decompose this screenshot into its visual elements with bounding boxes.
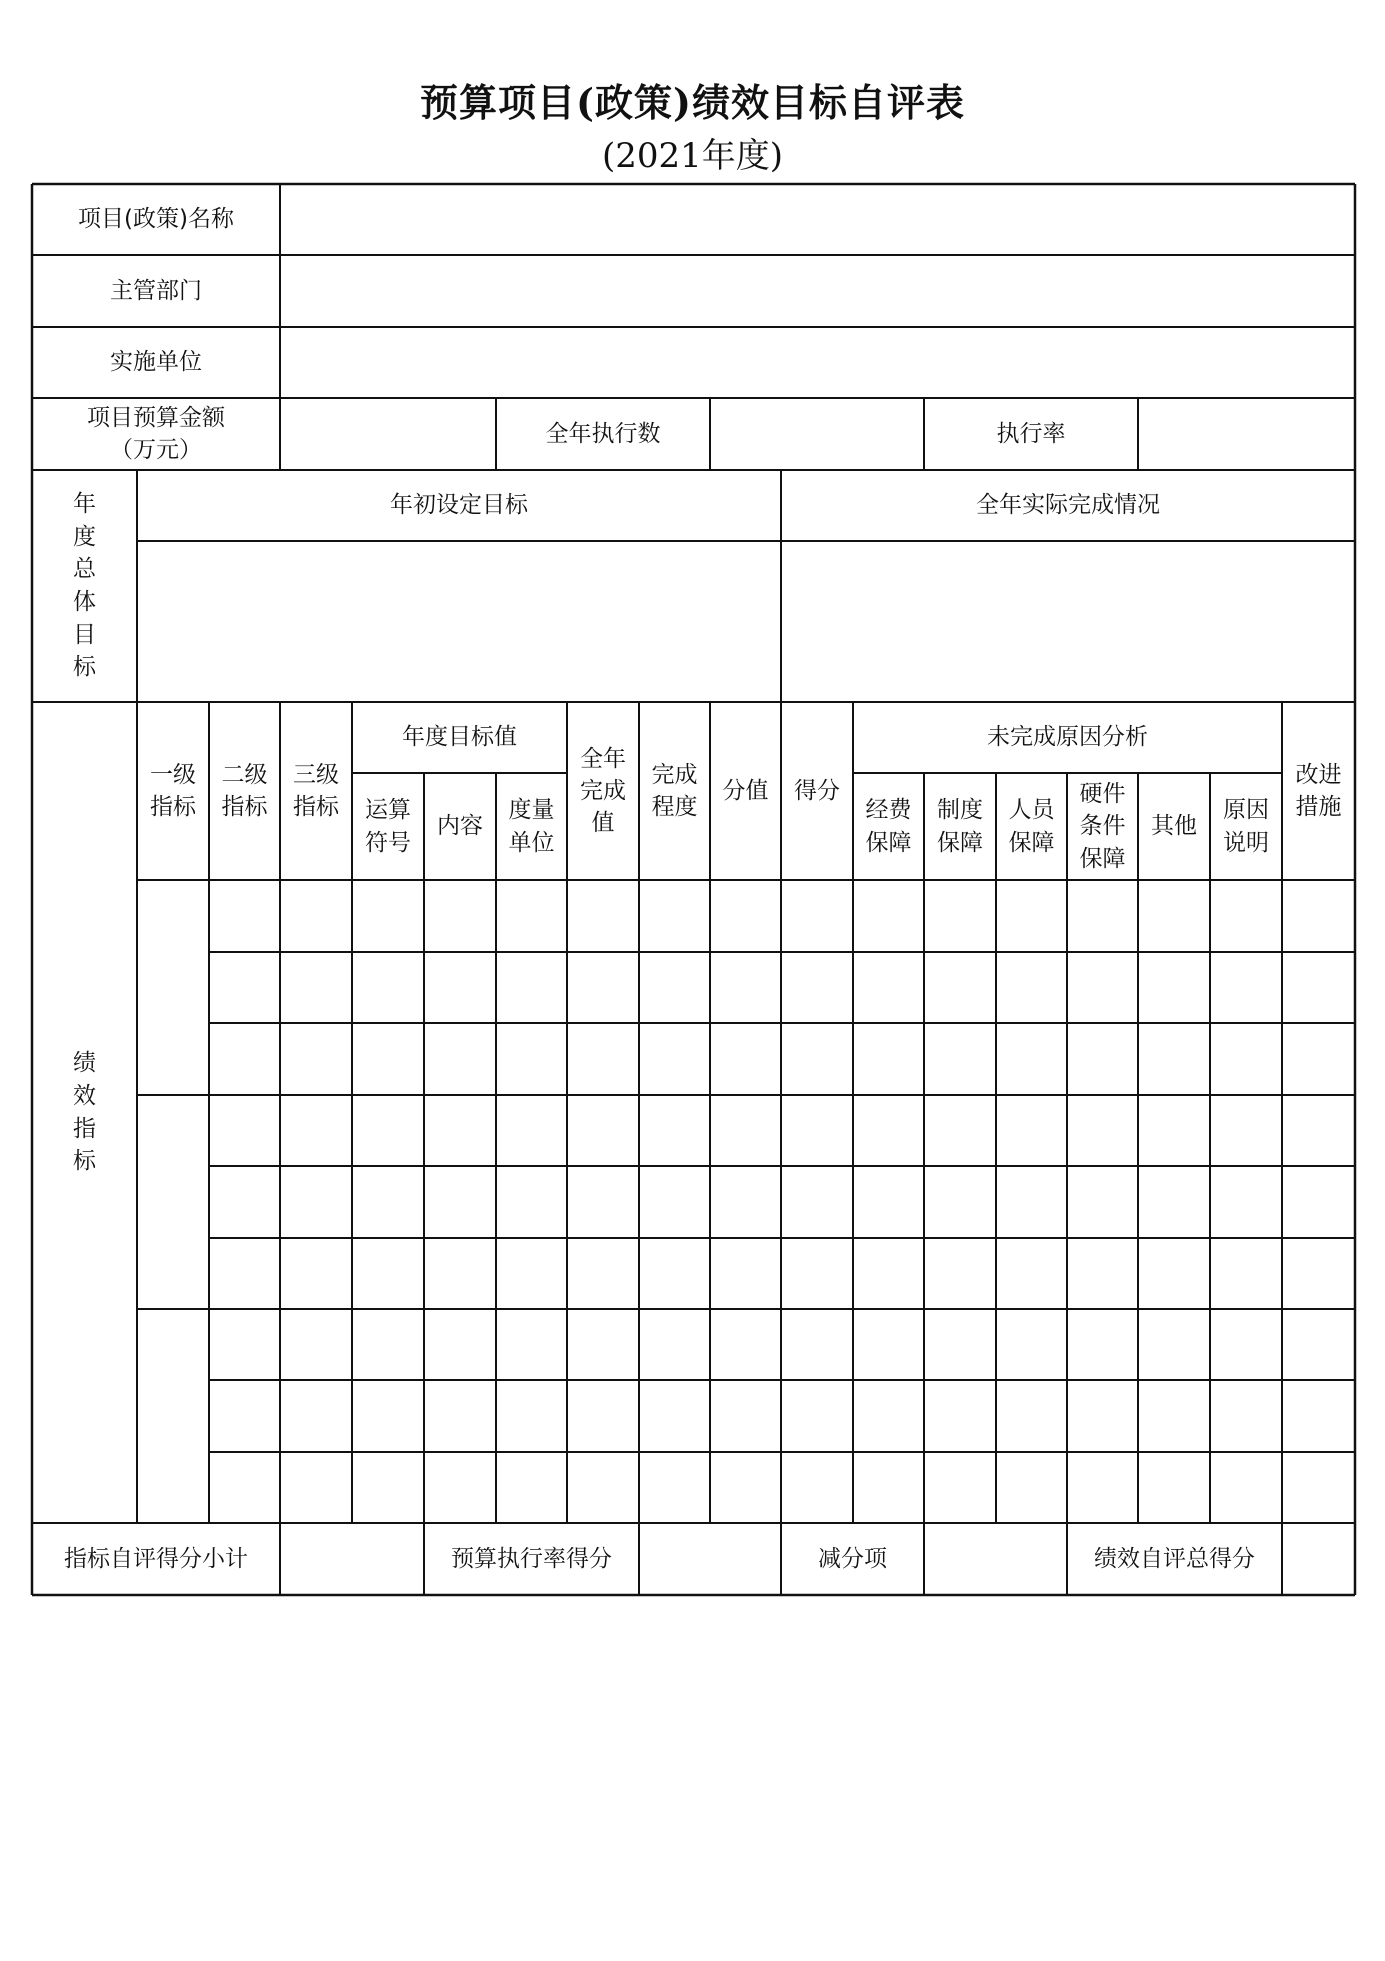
level2-indicator-header (209, 702, 280, 880)
budget-amount-label-text: 项目预算金额 （万元） (87, 404, 225, 463)
total-self-evaluation-score-label (1067, 1523, 1282, 1595)
personnel-guarantee-header-text: 人员 保障 (1008, 797, 1055, 856)
funding-guarantee-header (853, 773, 924, 880)
system-guarantee-header-text: 制度 保障 (937, 797, 983, 856)
execution-rate-label (924, 398, 1138, 470)
personnel-guarantee-header (996, 773, 1067, 880)
score-header (781, 702, 853, 880)
page-title: 预算项目(政策)绩效目标自评表 (420, 80, 965, 125)
completion-degree-header (639, 702, 710, 880)
department-label-text: 主管部门 (110, 277, 202, 304)
budget-execution-rate-score-label (424, 1523, 639, 1595)
deduction-label-text: 减分项 (818, 1545, 887, 1572)
execution-rate-label-text: 执行率 (996, 420, 1066, 447)
annual-goal-side-label (32, 470, 137, 702)
funding-guarantee-header-text: 经费 保障 (865, 797, 912, 856)
reason-note-header-text: 原因 说明 (1223, 797, 1269, 856)
hardware-guarantee-header-text: 硬件 条件 保障 (1079, 781, 1126, 872)
content-header-text: 内容 (437, 813, 483, 840)
unit-header-text: 度量 单位 (508, 797, 555, 856)
improvement-measures-header (1282, 702, 1355, 880)
initial-goal-label (137, 470, 781, 541)
other-reason-header-text: 其他 (1151, 813, 1197, 840)
implementing-unit-label (32, 327, 280, 398)
score-weight-header (710, 702, 781, 880)
performance-indicator-side-label (32, 702, 137, 1523)
actual-completion-label (781, 470, 1355, 541)
budget-execution-rate-score-label-text: 预算执行率得分 (451, 1545, 612, 1572)
annual-execution-label-text: 全年执行数 (545, 420, 661, 447)
reason-note-header (1210, 773, 1282, 880)
unit-header (496, 773, 567, 880)
reason-analysis-header-text: 未完成原因分析 (987, 724, 1148, 751)
implementing-unit-label-text: 实施单位 (110, 349, 202, 376)
other-reason-header (1138, 773, 1210, 880)
annual-execution-label (496, 398, 710, 470)
improvement-measures-header-text: 改进 措施 (1295, 761, 1342, 820)
annual-target-value-header-text: 年度目标值 (402, 724, 517, 751)
department-label (32, 255, 280, 327)
annual-completion-value-header (567, 702, 639, 880)
operator-header-text: 运算 符号 (365, 797, 411, 856)
score-header-text: 得分 (794, 777, 840, 804)
completion-degree-header-text: 完成 程度 (651, 761, 698, 820)
actual-completion-label-text: 全年实际完成情况 (976, 492, 1160, 519)
annual-completion-value-header-text: 全年 完成 值 (580, 745, 626, 837)
level3-indicator-header (280, 702, 352, 880)
level1-indicator-header (137, 702, 209, 880)
indicator-score-subtotal-label (32, 1523, 280, 1595)
project-name-label (32, 184, 280, 255)
level1-indicator-header-text: 一级 指标 (150, 761, 196, 820)
deduction-label (781, 1523, 924, 1595)
content-header (424, 773, 496, 880)
project-name-label-text: 项目(政策)名称 (78, 206, 234, 233)
page-subtitle: (2021年度) (601, 136, 784, 176)
operator-header (352, 773, 424, 880)
level3-indicator-header-text: 三级 指标 (293, 761, 339, 820)
level2-indicator-header-text: 二级 指标 (221, 761, 268, 820)
indicator-score-subtotal-label-text: 指标自评得分小计 (64, 1545, 248, 1572)
initial-goal-label-text: 年初设定目标 (390, 492, 528, 519)
score-weight-header-text: 分值 (722, 777, 769, 804)
budget-amount-label (32, 398, 280, 470)
performance-indicator-side-label-text: 绩 效 指 标 (73, 1050, 96, 1175)
annual-goal-side-label-text: 年 度 总 体 目 标 (73, 491, 96, 681)
reason-analysis-header (853, 702, 1282, 773)
system-guarantee-header (924, 773, 996, 880)
annual-target-value-header (352, 702, 567, 773)
total-self-evaluation-score-label-text: 绩效自评总得分 (1094, 1545, 1255, 1572)
hardware-guarantee-header (1067, 773, 1138, 880)
